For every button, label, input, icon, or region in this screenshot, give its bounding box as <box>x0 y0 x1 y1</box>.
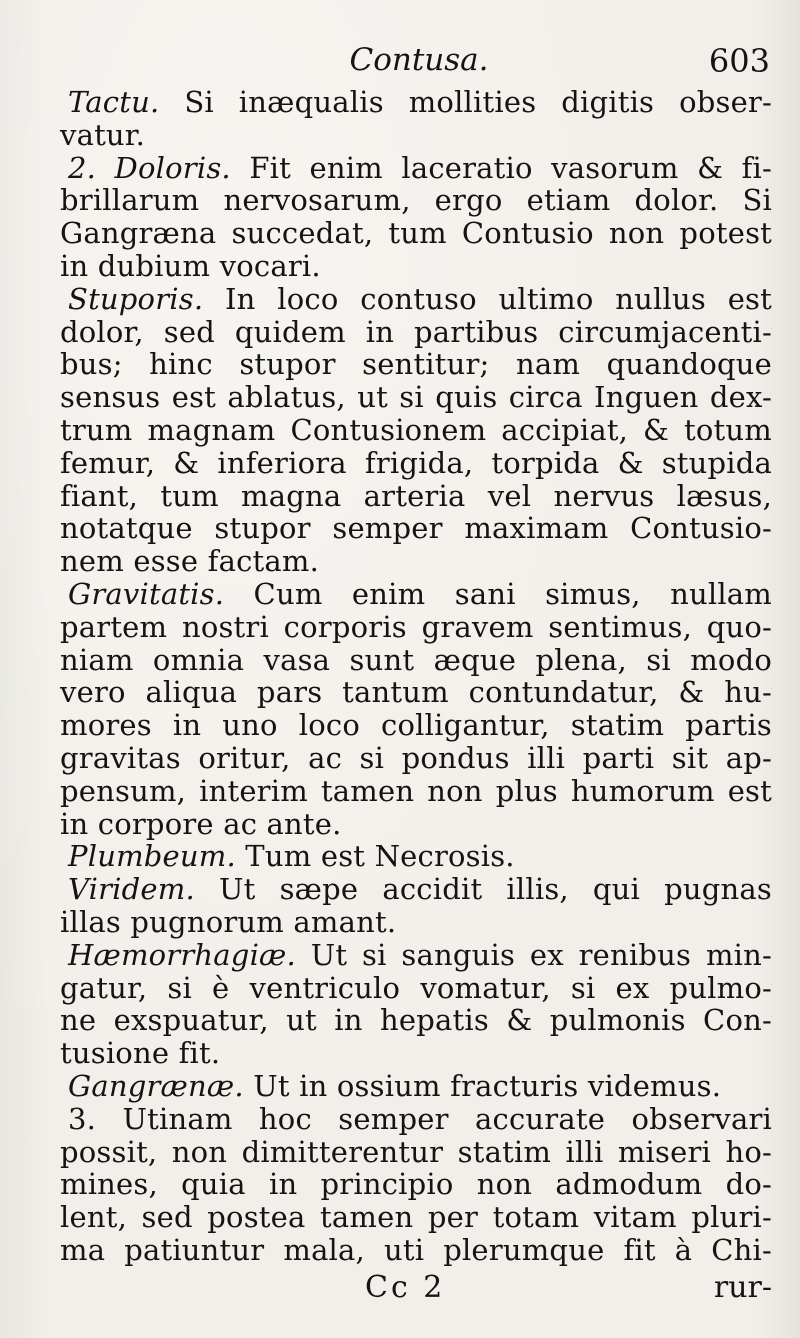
text-line: in dubium vocari. <box>60 248 321 283</box>
text-line: mores in uno loco colligantur, statim partis <box>60 708 772 743</box>
text-line: pensum, interim tamen non plus humorum est <box>60 773 772 808</box>
paragraph-lead: Stuporis. <box>68 281 204 316</box>
text-line: fiant, tum magna arteria vel nervus læsus, <box>60 478 772 513</box>
paragraph-lead: Plumbeum. <box>68 839 236 874</box>
paragraph-lead: Gravitatis. <box>68 576 225 611</box>
text-line: vero aliqua pars tantum contundatur, & hu- <box>60 675 772 710</box>
text-line: Viridem. Ut sæpe accidit illis, qui pugnas <box>68 872 772 907</box>
paragraph-lead: 2. Doloris. <box>68 150 231 185</box>
text-line: possit, non dimitterentur statim illi miseri ho- <box>60 1134 772 1169</box>
text-line: notatque stupor semper maximam Contusio- <box>60 511 772 546</box>
text-line: 2. Doloris. Fit enim laceratio vasorum & fi- <box>68 150 772 185</box>
running-title: Contusa. <box>349 42 489 78</box>
text-line: gravitas oritur, ac si pondus illi parti sit ap- <box>60 740 772 775</box>
text-line: lent, sed postea tamen per totam vitam pluri- <box>60 1200 772 1235</box>
text-line: in corpore ac ante. <box>60 806 342 841</box>
text-line: Gangrænæ. Ut in ossium fracturis videmus. <box>68 1068 722 1103</box>
text-line: ma patiuntur mala, uti plerumque fit à Chi- <box>60 1232 772 1267</box>
text-line: trum magnam Contusionem accipiat, & totum <box>60 412 772 447</box>
paragraph-number: 3. <box>68 1101 97 1136</box>
text-line: Gravitatis. Cum enim sani simus, nullam <box>68 576 772 611</box>
text-line: mines, quia in principio non admodum do- <box>60 1167 772 1202</box>
text-line: femur, & inferiora frigida, torpida & stupida <box>60 445 772 480</box>
body-text <box>60 86 772 1267</box>
text-line: ne exspuatur, ut in hepatis & pulmonis Con- <box>60 1003 772 1038</box>
paragraph-lead: Viridem. <box>68 872 195 907</box>
paragraph-lead: Hæmorrhagiæ. <box>68 937 296 972</box>
signature-mark: Cc 2 <box>365 1270 446 1305</box>
text-line: tusione fit. <box>60 1036 221 1071</box>
text-line: gatur, si è ventriculo vomatur, si ex pulmo- <box>60 970 772 1005</box>
text-line: Tactu. Si inæqualis mollities digitis obser- <box>68 85 772 119</box>
paragraph-lead: Gangrænæ. <box>68 1068 244 1103</box>
text-line: niam omnia vasa sunt æque plena, si modo <box>60 642 772 677</box>
page-number: 603 <box>708 42 770 80</box>
text-line: illas pugnorum amant. <box>60 904 397 939</box>
text-line: bus; hinc stupor sentitur; nam quandoque <box>60 347 772 382</box>
text-line: vatur. <box>60 117 146 152</box>
paragraph-lead: Tactu. <box>68 85 160 119</box>
text-line: brillarum nervosarum, ergo etiam dolor. Si <box>60 183 772 218</box>
text-line: dolor, sed quidem in partibus circumjacenti- <box>60 314 772 349</box>
text-line: Stuporis. In loco contuso ultimo nullus est <box>68 281 772 316</box>
text-line: Plumbeum. Tum est Necrosis. <box>68 839 515 874</box>
catchword: rur- <box>713 1270 772 1305</box>
text-line: Gangræna succedat, tum Contusio non potest <box>60 216 772 251</box>
text-line: 3. Utinam hoc semper accurate observari <box>68 1101 772 1136</box>
text-line: partem nostri corporis gravem sentimus, quo- <box>60 609 772 644</box>
page-footer <box>60 1270 778 1310</box>
text-line: nem esse factam. <box>60 544 319 579</box>
text-line: sensus est ablatus, ut si quis circa Inguen dex- <box>60 380 772 415</box>
page-header <box>60 42 778 82</box>
text-line: Hæmorrhagiæ. Ut si sanguis ex renibus min- <box>68 937 772 972</box>
